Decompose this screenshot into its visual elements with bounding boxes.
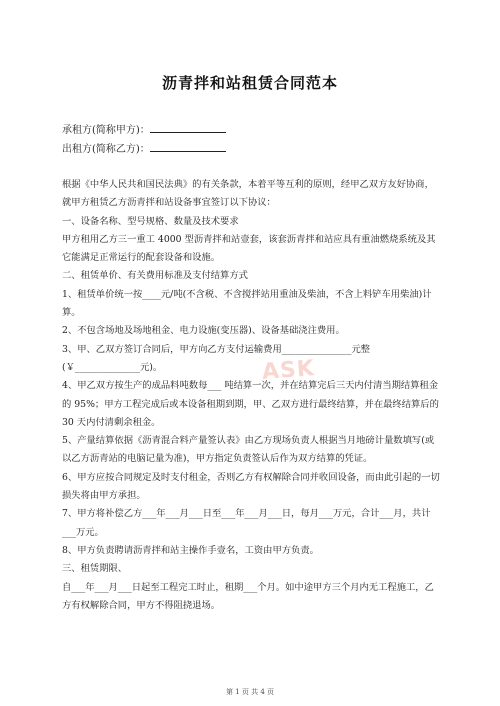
clause-8: 8、甲方负责聘请沥青拌和站主操作手壹名，工资由甲方负责。 (62, 544, 319, 556)
clause-3: 3、甲、乙双方签订合同后，甲方向乙方支付运输费用_______________元整(￥______________元)。 (62, 343, 371, 373)
lessee-label: 出租方(简称乙方)： (62, 144, 150, 155)
clause-1: 1、租赁单价统一按____元/吨(不含税、不含搅拌站用重油及柴油，不含上料铲车用柴油)计算。 (62, 288, 432, 319)
clause-2: 2、不包含场地及场地租金、电力设施(变压器)、设备基础浇注费用。 (62, 325, 345, 337)
term-paragraph: 自___年___月___日起至工程完工时止，租期___个月。如中途甲方三个月内无工程施工，乙方有权解除合同，甲方不得阻挠退场。 (62, 581, 434, 611)
clause-6: 6、甲方应按合同规定及时支付租金，否则乙方有权解除合同并收回设备，而由此引起的一切损失将由甲方承担。 (62, 471, 440, 502)
document-title: 沥青拌和站租赁合同范本 (161, 74, 338, 92)
lessor-line (62, 121, 226, 136)
clause-7: 7、甲方将补偿乙方___年___月___日至___年___月___日，每月___万元，合计___月，共计___万元。 (62, 508, 431, 538)
page-number-footer: 第 1 页 共 4 页 (225, 688, 275, 696)
watermark-logo: ASK (261, 356, 316, 385)
lessor-label: 承租方(简称甲方)： (62, 125, 150, 136)
lessee-line (62, 140, 226, 155)
clause-5: 5、产量结算依据《沥青混合料产量签认表》由乙方现场负责人根据当月地磅计量数填写(或以乙方沥青站的电脑记量为准)，甲方指定负责签认后作为双方结算的凭证。 (62, 435, 435, 465)
preamble-paragraph: 根据《中华人民共和国民法典》的有关条款，本着平等互利的原则，经甲乙双方友好协商，就甲方租赁乙方沥青拌和站设备事宜签订以下协议： (62, 179, 434, 209)
equipment-paragraph: 甲方租用乙方三一重工 4000 型沥青拌和站壹套，该套沥青拌和站应具有重油燃烧系统及其它能满足正常运行的配套设备和设施。 (62, 233, 436, 264)
lessee-blank (150, 142, 226, 152)
clause-4: 4、甲乙双方按生产的成品料吨数每___ 吨结算一次，并在结算完后三天内付清当期结算租金的 95%；甲方工程完成后或本设备租期到期，甲、乙双方进行最终结算，并在最终结算后的 30 天内付清剩余租金。 (62, 380, 439, 428)
section-heading-equipment: 一、设备名称、型号规格、数量及技术要求 (62, 215, 239, 227)
section-heading-pricing: 二、租赁单价、有关费用标准及支付结算方式 (62, 270, 248, 282)
lessor-blank (150, 123, 226, 133)
section-heading-term: 三、租赁期限、 (62, 563, 128, 575)
contract-body (62, 176, 442, 615)
